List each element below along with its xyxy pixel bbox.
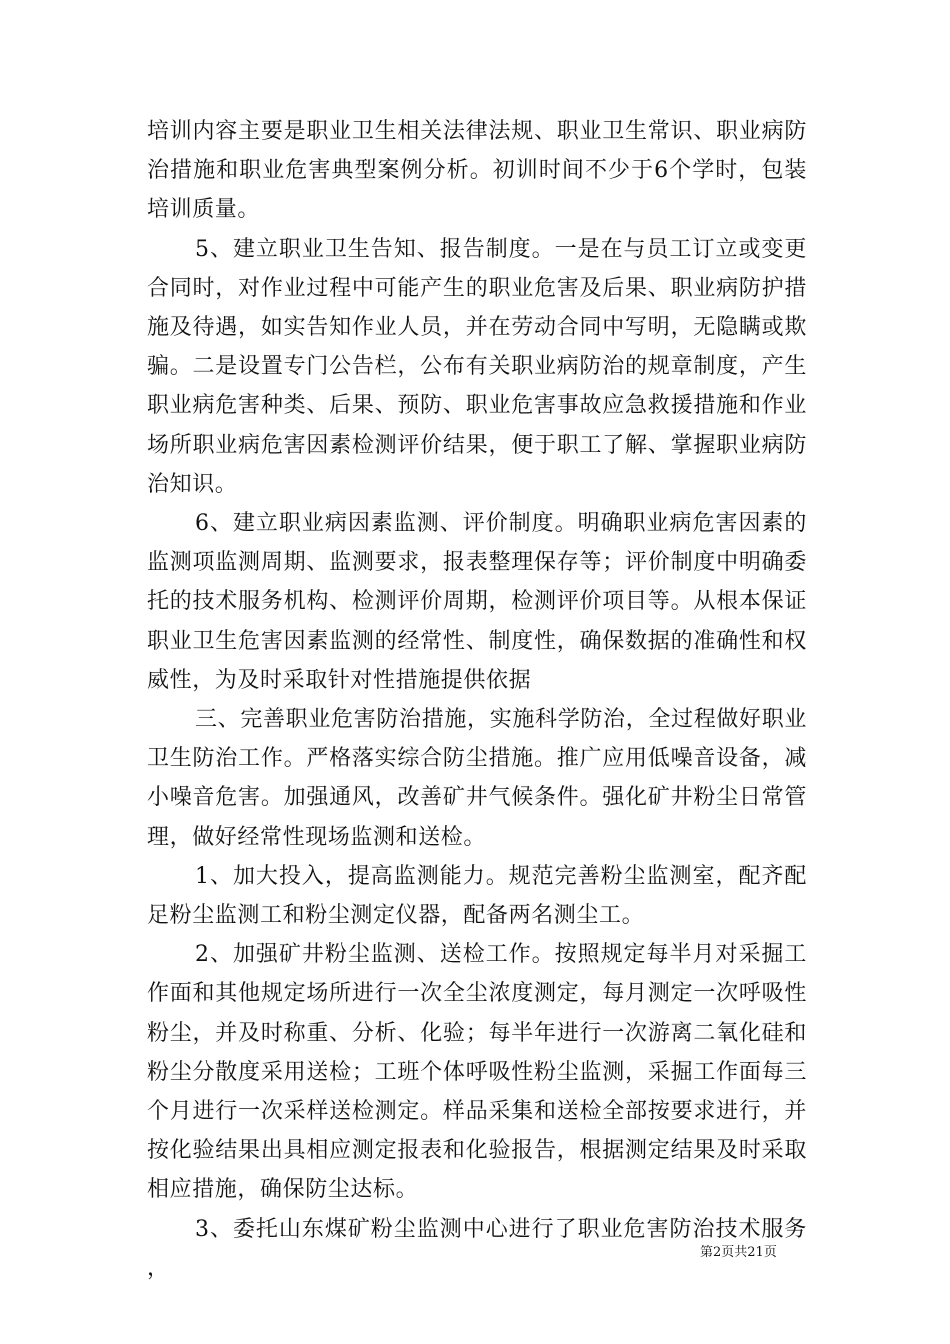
paragraph-investment: 1、加大投入，提高监测能力。规范完善粉尘监测室，配齐配足粉尘监测工和粉尘测定仪器，配备两名测尘工。 <box>147 863 807 929</box>
paragraph-notification-system: 5、建立职业卫生告知、报告制度。一是在与员工订立或变更合同时，对作业过程中可能产生的职业危害及后果、职业病防护措施及待遇，如实告知作业人员，并在劳动合同中写明，无隐瞒或欺骗。二是设置专门公告栏，公布有关职业病防治的规章制度，产生职业病危害种类、后果、预防、职业危害事故应急救援措施和作业场所职业病危害因素检测评价结果，便于职工了解、掌握职业病防治知识。 <box>147 236 807 497</box>
paragraph-monitoring-system: 6、建立职业病因素监测、评价制度。明确职业病危害因素的监测项监测周期、监测要求，报表整理保存等；评价制度中明确委托的技术服务机构、检测评价周期，检测评价项目等。从根本保证职业卫生危害因素监测的经常性、制度性，确保数据的准确性和权威性，为及时采取针对性措施提供依据 <box>147 511 807 693</box>
paragraph-training-content: 培训内容主要是职业卫生相关法律法规、职业卫生常识、职业病防治措施和职业危害典型案例分析。初训时间不少于6个学时，包装培训质量。 <box>147 119 807 223</box>
paragraph-section-three: 三、完善职业危害防治措施，实施科学防治，全过程做好职业卫生防治工作。严格落实综合防尘措施。推广应用低噪音设备，减小噪音危害。加强通风，改善矿井气候条件。强化矿井粉尘日常管理，做好经常性现场监测和送检。 <box>147 707 807 850</box>
page-number: 第2页共21页 <box>700 1245 777 1260</box>
paragraph-technical-service: 3、委托山东煤矿粉尘监测中心进行了职业危害防治技术服务， <box>147 1216 807 1281</box>
document-body <box>147 112 807 1288</box>
paragraph-dust-monitoring: 2、加强矿井粉尘监测、送检工作。按照规定每半月对采掘工作面和其他规定场所进行一次全尘浓度测定，每月测定一次呼吸性粉尘，并及时称重、分析、化验；每半年进行一次游离二氧化硅和粉尘分散度采用送检；工班个体呼吸性粉尘监测，采掘工作面每三个月进行一次采样送检测定。样品采集和送检全部按要求进行，并按化验结果出具相应测定报表和化验报告，根据测定结果及时采取相应措施，确保防尘达标。 <box>147 942 807 1203</box>
